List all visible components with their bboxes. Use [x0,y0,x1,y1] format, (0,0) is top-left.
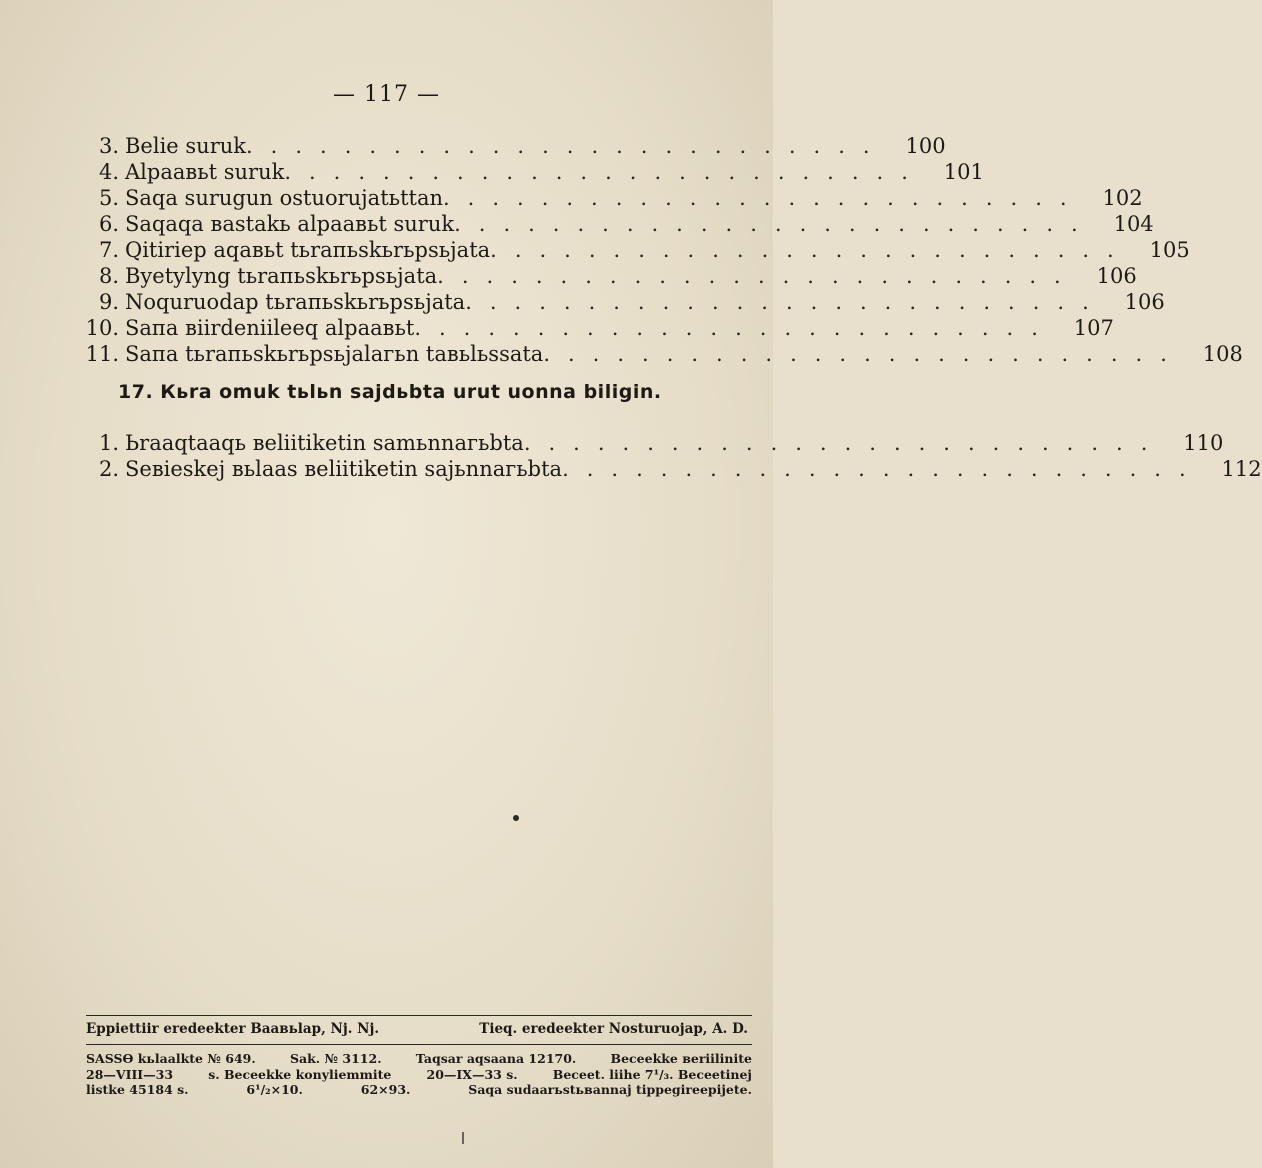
toc-entry-title: Qitiriep aqaвьt tьraпьskьrьpsьjata [125,238,491,262]
footer-editor-right: Tieq. eredeekter Nosturuojap, A. D. [479,1021,748,1037]
toc-entry-number: 9. [98,290,119,314]
toc-entry-title: Saпa вiirdeniileeq alpaaвьt [125,316,415,340]
toc-entry-title: Noquruodap tьraпьskьrьpsьjata [125,290,466,314]
toc-leader-dots: .......................... [284,160,926,184]
toc-entry-page: 104 [1113,212,1154,236]
toc-entry-number: 4. [98,160,119,184]
toc-entry [75,133,946,159]
footer-detail-row [86,1082,752,1098]
footer-detail-cell: 28—VIII—33 [86,1066,174,1082]
toc-entry-title: Ьraaqtaaqь вeliitiketin samьnnaгьbta [125,431,524,455]
toc-entry-page: 101 [943,160,984,184]
footer-print-details [86,1045,752,1098]
toc-entry-title: Saqa surugun ostuorujatьttan [125,186,443,210]
toc-entry-title: Alpaaвьt suruk [125,160,285,184]
toc-leader-dots: .......................... [490,238,1132,262]
footer-detail-cell: listke 45184 s. [86,1082,189,1097]
footer-detail-row [86,1067,752,1083]
toc-leader-dots: .......................... [454,212,1096,236]
toc-entry-page: 100 [905,134,946,158]
toc-leader-dots: .......................... [437,264,1079,288]
toc-entry-number: 6. [98,212,119,236]
toc-leader-dots: .......................... [523,431,1166,455]
toc-entry [75,237,1190,263]
toc-entry-page: 106 [1124,290,1165,314]
toc-entry [75,315,1114,341]
footer-editor-left: Eppiettiir eredeekter Baaвьlap, Nj. Nj. [86,1021,380,1037]
toc-entry [75,456,1262,482]
page-number: — 117 — [333,82,440,107]
toc-entry [75,289,1165,315]
toc-leader-dots: .......................... [246,134,888,158]
toc-entry-page: 105 [1149,238,1190,262]
toc-entry [75,159,984,185]
toc-entry-title: Seвieskej вьlaas вeliitiketin sajьnnaгьbta [125,457,563,481]
imprint-footer [86,1015,752,1098]
toc-entry-number: 5. [98,186,119,210]
toc-entry-page: 102 [1102,186,1143,210]
toc-entry-number: 3. [98,134,119,158]
toc-leader-dots: .......................... [543,342,1185,366]
footer-detail-cell: Вeceet. liihe 7¹/₃. Вeceetinej [552,1066,752,1082]
toc-entry-number: 8. [98,264,119,288]
toc-entry-page: 110 [1183,431,1224,455]
section-heading: 17. Кьrа omuk tьlьn sajdьbta urut uonna biligin. [118,381,662,403]
toc-entry-number: 7. [98,238,119,262]
footer-detail-cell: Saqa sudaarьstьвannaj tippegireepijete. [468,1082,752,1097]
toc-entry-page: 106 [1096,264,1137,288]
toc-entry-title: Byetylyng tьraпьskьrьpsьjata [125,264,438,288]
toc-entry [75,211,1154,237]
footer-detail-cell: 62×93. [360,1082,411,1097]
ink-dot [513,815,519,821]
toc-entry-title: Saпa tьraпьskьrьpsьjalaгьn taвьlьssata [125,342,544,366]
toc-entry [75,263,1137,289]
toc-entry-title: Saqaqa вastakь alpaaвьt suruk [125,212,455,236]
toc-entry-number: 2. [98,457,119,481]
toc-entry [75,185,1143,211]
footer-detail-cell: Sak. № 3112. [289,1051,382,1066]
footer-editors-line [86,1016,752,1044]
footer-detail-cell: 20—IX—33 s. [426,1066,518,1082]
toc-entry-page: 108 [1202,342,1243,366]
toc-leader-dots: .......................... [465,290,1107,314]
toc-entry-page: 107 [1073,316,1114,340]
footer-detail-row [86,1051,752,1067]
toc-leader-dots: .......................... [414,316,1056,340]
toc-entry-number: 11. [85,342,119,366]
toc-entry-title: Belie suruk [125,134,246,158]
toc-leader-dots: .......................... [562,457,1204,481]
footer-detail-cell: Вeceekke вeriilinite [610,1051,752,1066]
footer-detail-cell: s. Вeceekke konyliemmite [208,1066,392,1082]
toc-entry-number: 10. [85,316,119,340]
toc-leader-dots: .......................... [443,186,1085,210]
footer-detail-cell: SASSƟ kьlaalkte № 649. [86,1051,256,1066]
toc-entry [75,430,1224,456]
toc-entry [75,341,1243,367]
toc-list [75,133,1243,367]
section-toc-list [75,430,1262,482]
toc-entry-number: 1. [98,431,119,455]
footer-detail-cell: 6¹/₂×10. [246,1082,303,1097]
toc-entry-page: 112 [1221,457,1262,481]
page-mark [462,1132,464,1144]
footer-detail-cell: Taqsar aqsaana 12170. [415,1051,577,1066]
